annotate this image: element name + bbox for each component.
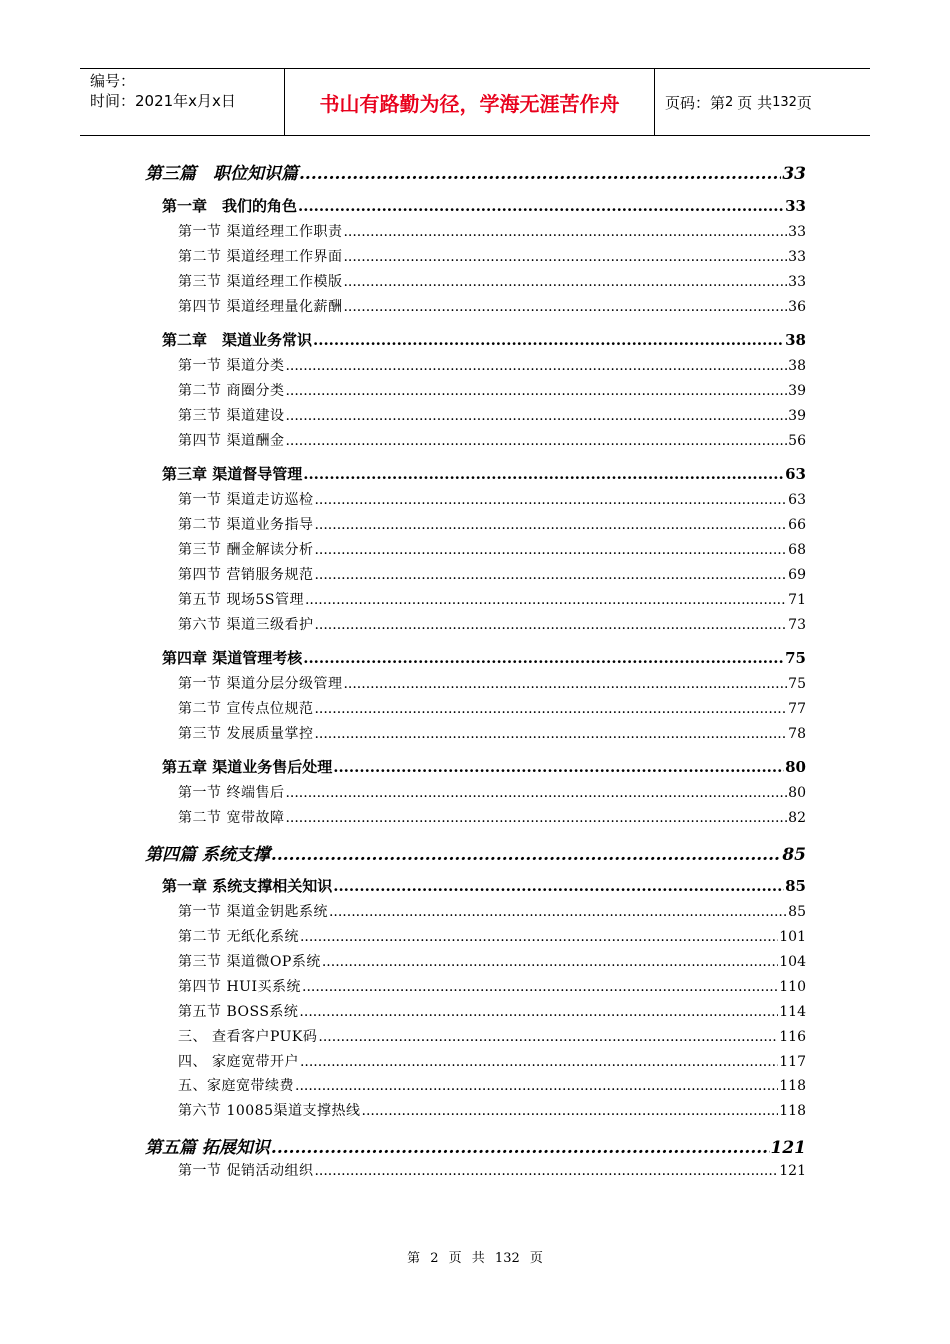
toc-dot-leader bbox=[333, 758, 784, 776]
toc-entry-title: 第一节 促销活动组织 bbox=[178, 1163, 314, 1179]
toc-section-row[interactable] bbox=[178, 296, 806, 316]
toc-entry-title: 四、 家庭宽带开户 bbox=[178, 1054, 299, 1070]
toc-dot-leader bbox=[295, 1078, 778, 1094]
toc-entry-title: 三、 查看客户PUK码 bbox=[178, 1029, 318, 1045]
toc-entry-page: 85 bbox=[782, 845, 806, 865]
toc-entry-title: 第四节 HUI买系统 bbox=[178, 979, 301, 995]
toc-dot-leader bbox=[285, 785, 787, 801]
toc-dot-leader bbox=[285, 433, 787, 449]
toc-entry-page: 68 bbox=[788, 542, 806, 558]
toc-entry-title: 第三篇 职位知识篇 bbox=[145, 164, 298, 184]
toc-dot-leader bbox=[305, 592, 787, 608]
toc-section-row[interactable] bbox=[178, 614, 806, 634]
toc-entry-title: 第一节 终端售后 bbox=[178, 785, 285, 801]
toc-dot-leader bbox=[302, 979, 778, 995]
toc-entry-page: 121 bbox=[779, 1163, 806, 1179]
toc-entry-title: 第一节 渠道分类 bbox=[178, 358, 285, 374]
toc-section-row[interactable] bbox=[178, 926, 806, 946]
toc-section-row[interactable] bbox=[178, 1100, 806, 1120]
toc-section-row[interactable] bbox=[178, 1001, 806, 1021]
toc-entry-title: 五、家庭宽带续费 bbox=[178, 1078, 294, 1094]
toc-section-row[interactable] bbox=[178, 380, 806, 400]
page-label-c: 页 bbox=[796, 93, 812, 112]
toc-section-row[interactable] bbox=[178, 698, 806, 718]
toc-entry-title: 第六节 10085渠道支撑热线 bbox=[178, 1103, 361, 1119]
toc-entry-title: 第一节 渠道分层分级管理 bbox=[178, 676, 343, 692]
toc-dot-leader bbox=[299, 164, 781, 184]
toc-entry-title: 第二节 宣传点位规范 bbox=[178, 701, 314, 717]
toc-entry-page: 80 bbox=[785, 758, 806, 776]
toc-dot-leader bbox=[299, 1004, 778, 1020]
toc-section-row[interactable] bbox=[178, 976, 806, 996]
toc-part-row[interactable] bbox=[145, 1133, 806, 1158]
toc-section-row[interactable] bbox=[178, 514, 806, 534]
toc-dot-leader bbox=[329, 904, 787, 920]
toc-entry-page: 36 bbox=[788, 299, 806, 315]
toc-entry-page: 39 bbox=[788, 383, 806, 399]
toc-dot-leader bbox=[271, 845, 781, 865]
toc-dot-leader bbox=[314, 542, 787, 558]
toc-entry-title: 第四篇 系统支撑 bbox=[145, 845, 270, 865]
toc-entry-title: 第五篇 拓展知识 bbox=[145, 1138, 270, 1158]
toc-chapter-row[interactable] bbox=[162, 756, 806, 777]
toc-section-row[interactable] bbox=[178, 807, 806, 827]
toc-entry-title: 第二节 商圈分类 bbox=[178, 383, 285, 399]
toc-dot-leader bbox=[314, 617, 787, 633]
toc-section-row[interactable] bbox=[178, 489, 806, 509]
toc-entry-title: 第四节 渠道经理量化薪酬 bbox=[178, 299, 343, 315]
toc-entry-title: 第四节 渠道酬金 bbox=[178, 433, 285, 449]
toc-dot-leader bbox=[313, 331, 784, 349]
toc-section-row[interactable] bbox=[178, 355, 806, 375]
toc-entry-title: 第二节 无纸化系统 bbox=[178, 929, 299, 945]
toc-entry-page: 85 bbox=[785, 877, 806, 895]
toc-dot-leader bbox=[314, 1163, 778, 1179]
page-footer: 第 2 页 共 132 页 bbox=[407, 1251, 543, 1266]
toc-dot-leader bbox=[362, 1103, 779, 1119]
toc-entry-page: 33 bbox=[782, 164, 806, 184]
toc-entry-title: 第一节 渠道走访巡检 bbox=[178, 492, 314, 508]
toc-entry-page: 82 bbox=[788, 810, 806, 826]
toc-chapter-row[interactable] bbox=[162, 647, 806, 668]
toc-entry-page: 33 bbox=[788, 274, 806, 290]
toc-dot-leader bbox=[285, 810, 787, 826]
toc-entry-title: 第一章 系统支撑相关知识 bbox=[162, 877, 333, 895]
toc-dot-leader bbox=[285, 383, 787, 399]
toc-dot-leader bbox=[314, 517, 787, 533]
toc-entry-page: 77 bbox=[788, 701, 806, 717]
toc-chapter-row[interactable] bbox=[162, 329, 806, 350]
toc-entry-title: 第三节 酬金解读分析 bbox=[178, 542, 314, 558]
toc-entry-title: 第三节 渠道经理工作模版 bbox=[178, 274, 343, 290]
toc-entry-page: 117 bbox=[779, 1054, 806, 1070]
toc-entry-title: 第三节 渠道建设 bbox=[178, 408, 285, 424]
toc-section-row[interactable] bbox=[178, 1026, 806, 1046]
toc-dot-leader bbox=[314, 492, 787, 508]
toc-dot-leader bbox=[333, 877, 784, 895]
toc-entry-page: 114 bbox=[779, 1004, 806, 1020]
toc-dot-leader bbox=[300, 1054, 778, 1070]
toc-entry-page: 80 bbox=[788, 785, 806, 801]
page-num: 2 bbox=[725, 94, 734, 110]
toc-dot-leader bbox=[298, 197, 784, 215]
toc-dot-leader bbox=[303, 465, 784, 483]
toc-entry-title: 第五节 BOSS系统 bbox=[178, 1004, 299, 1020]
toc-dot-leader bbox=[343, 676, 787, 692]
toc-entry-title: 第一节 渠道经理工作职责 bbox=[178, 224, 343, 240]
toc-entry-page: 63 bbox=[788, 492, 806, 508]
toc-entry-page: 121 bbox=[770, 1138, 806, 1158]
toc-section-row[interactable] bbox=[178, 246, 806, 266]
toc-section-row[interactable] bbox=[178, 1075, 806, 1095]
toc-dot-leader bbox=[300, 929, 778, 945]
header-page-cell bbox=[655, 69, 870, 135]
toc-entry-title: 第三节 渠道微OP系统 bbox=[178, 954, 321, 970]
toc-entry-page: 110 bbox=[779, 979, 806, 995]
toc-section-row[interactable] bbox=[178, 589, 806, 609]
toc-entry-title: 第五章 渠道业务售后处理 bbox=[162, 758, 333, 776]
toc-section-row[interactable] bbox=[178, 539, 806, 559]
header-motto-cell bbox=[284, 69, 655, 135]
toc-section-row[interactable] bbox=[178, 1160, 806, 1180]
toc-entry-page: 33 bbox=[785, 197, 806, 215]
toc-section-row[interactable] bbox=[178, 564, 806, 584]
toc-dot-leader bbox=[322, 954, 778, 970]
toc-dot-leader bbox=[285, 408, 787, 424]
toc-dot-leader bbox=[314, 726, 787, 742]
toc-section-row[interactable] bbox=[178, 673, 806, 693]
toc-entry-title: 第二节 渠道业务指导 bbox=[178, 517, 314, 533]
toc-entry-page: 33 bbox=[788, 224, 806, 240]
toc-entry-page: 85 bbox=[788, 904, 806, 920]
toc-section-row[interactable] bbox=[178, 405, 806, 425]
page-label-a: 页码：第 bbox=[665, 93, 726, 112]
toc-entry-title: 第三章 渠道督导管理 bbox=[162, 465, 303, 483]
toc-section-row[interactable] bbox=[178, 951, 806, 971]
toc-entry-title: 第二节 渠道经理工作界面 bbox=[178, 249, 343, 265]
toc-entry-page: 71 bbox=[788, 592, 806, 608]
toc-entry-title: 第五节 现场5S管理 bbox=[178, 592, 304, 608]
toc-entry-page: 118 bbox=[779, 1103, 806, 1119]
toc-dot-leader bbox=[343, 299, 787, 315]
toc-entry-page: 56 bbox=[788, 433, 806, 449]
toc-section-row[interactable] bbox=[178, 901, 806, 921]
toc-entry-page: 38 bbox=[785, 331, 806, 349]
toc-entry-title: 第二节 宽带故障 bbox=[178, 810, 285, 826]
toc-chapter-row[interactable] bbox=[162, 875, 806, 896]
toc-dot-leader bbox=[314, 567, 787, 583]
toc-entry-title: 第一章 我们的角色 bbox=[162, 197, 298, 215]
toc-dot-leader bbox=[343, 249, 787, 265]
toc-dot-leader bbox=[318, 1029, 778, 1045]
header-motto: 书山有路勤为径，学海无涯苦作舟 bbox=[319, 91, 620, 116]
toc-entry-title: 第四节 营销服务规范 bbox=[178, 567, 314, 583]
page-total: 132 bbox=[772, 94, 797, 110]
toc-dot-leader bbox=[314, 701, 787, 717]
toc-entry-title: 第四章 渠道管理考核 bbox=[162, 649, 303, 667]
toc-entry-page: 33 bbox=[788, 249, 806, 265]
toc-entry-page: 69 bbox=[788, 567, 806, 583]
toc-dot-leader bbox=[303, 649, 784, 667]
toc-dot-leader bbox=[271, 1138, 770, 1158]
toc-part-row[interactable] bbox=[145, 159, 806, 184]
toc-section-row[interactable] bbox=[178, 1051, 806, 1071]
toc-entry-title: 第三节 发展质量掌控 bbox=[178, 726, 314, 742]
toc-part-row[interactable] bbox=[145, 840, 806, 865]
toc-entry-page: 75 bbox=[788, 676, 806, 692]
toc-section-row[interactable] bbox=[178, 221, 806, 241]
toc-entry-page: 63 bbox=[785, 465, 806, 483]
page-header bbox=[80, 68, 870, 136]
toc-entry-page: 101 bbox=[779, 929, 806, 945]
toc-section-row[interactable] bbox=[178, 723, 806, 743]
toc-entry-page: 75 bbox=[785, 649, 806, 667]
toc-section-row[interactable] bbox=[178, 430, 806, 450]
toc-entry-page: 78 bbox=[788, 726, 806, 742]
toc-entry-page: 38 bbox=[788, 358, 806, 374]
toc-entry-title: 第一节 渠道金钥匙系统 bbox=[178, 904, 328, 920]
toc-dot-leader bbox=[343, 224, 787, 240]
toc-entry-title: 第二章 渠道业务常识 bbox=[162, 331, 313, 349]
toc-dot-leader bbox=[285, 358, 787, 374]
header-left-cell bbox=[80, 69, 284, 135]
serial-label: 编号： bbox=[90, 72, 136, 90]
toc-dot-leader bbox=[343, 274, 787, 290]
toc-chapter-row[interactable] bbox=[162, 463, 806, 484]
toc-chapter-row[interactable] bbox=[162, 195, 806, 216]
date-label: 时间：2021年x月x日 bbox=[90, 92, 236, 110]
toc-section-row[interactable] bbox=[178, 271, 806, 291]
toc-entry-page: 39 bbox=[788, 408, 806, 424]
page-label-b: 页 共 bbox=[737, 93, 773, 112]
toc-entry-page: 73 bbox=[788, 617, 806, 633]
toc-entry-title: 第六节 渠道三级看护 bbox=[178, 617, 314, 633]
toc-section-row[interactable] bbox=[178, 782, 806, 802]
toc-entry-page: 118 bbox=[779, 1078, 806, 1094]
toc-entry-page: 104 bbox=[779, 954, 806, 970]
toc-entry-page: 66 bbox=[788, 517, 806, 533]
toc-entry-page: 116 bbox=[779, 1029, 806, 1045]
